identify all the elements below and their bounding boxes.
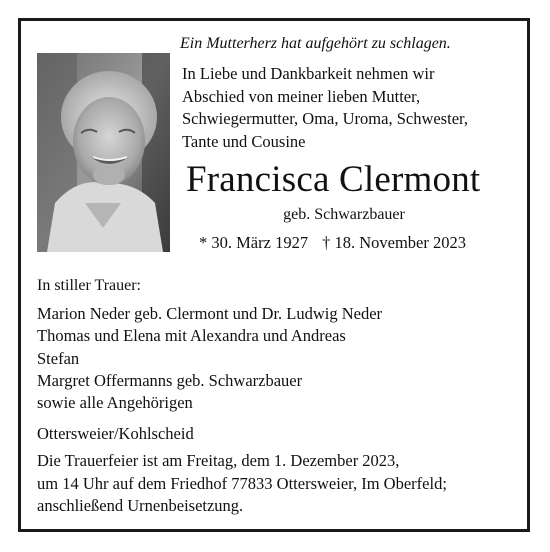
maiden-name: geb. Schwarzbauer [283,206,405,223]
death-date: † 18. November 2023 [322,233,466,252]
intro-line: In Liebe und Dankbarkeit nehmen wir [182,64,435,83]
intro-line: Schwiegermutter, Oma, Uroma, Schwester, [182,109,468,128]
intro-text [182,63,468,153]
mourner-line: sowie alle Angehörigen [37,393,193,413]
intro-line: Tante und Cousine [182,131,306,151]
mourners-list [37,303,382,414]
mourner-line: Marion Neder geb. Clermont und Dr. Ludwig Neder [37,304,383,323]
intro-line: Abschied von meiner lieben Mutter, [182,86,421,106]
life-dates [199,233,466,253]
location: Ottersweier/Kohlscheid [37,424,194,443]
funeral-details [37,450,447,518]
mourner-line: Thomas und Elena mit Alexandra und Andreas [37,326,346,346]
funeral-line: Die Trauerfeier ist am Freitag, dem 1. Dezember 2023, [37,451,400,470]
birth-date: * 30. März 1927 [199,233,309,252]
mourners-heading: In stiller Trauer: [37,277,141,294]
funeral-line: um 14 Uhr auf dem Friedhof 77833 Ottersweier, Im Oberfeld; [37,473,447,493]
mourner-line: Stefan [37,348,80,368]
mourner-line: Margret Offermanns geb. Schwarzbauer [37,370,303,390]
funeral-line: anschließend Urnenbeisetzung. [37,496,244,515]
deceased-name: Francisca Clermont [186,159,481,200]
motto: Ein Mutterherz hat aufgehört zu schlagen. [180,35,451,52]
